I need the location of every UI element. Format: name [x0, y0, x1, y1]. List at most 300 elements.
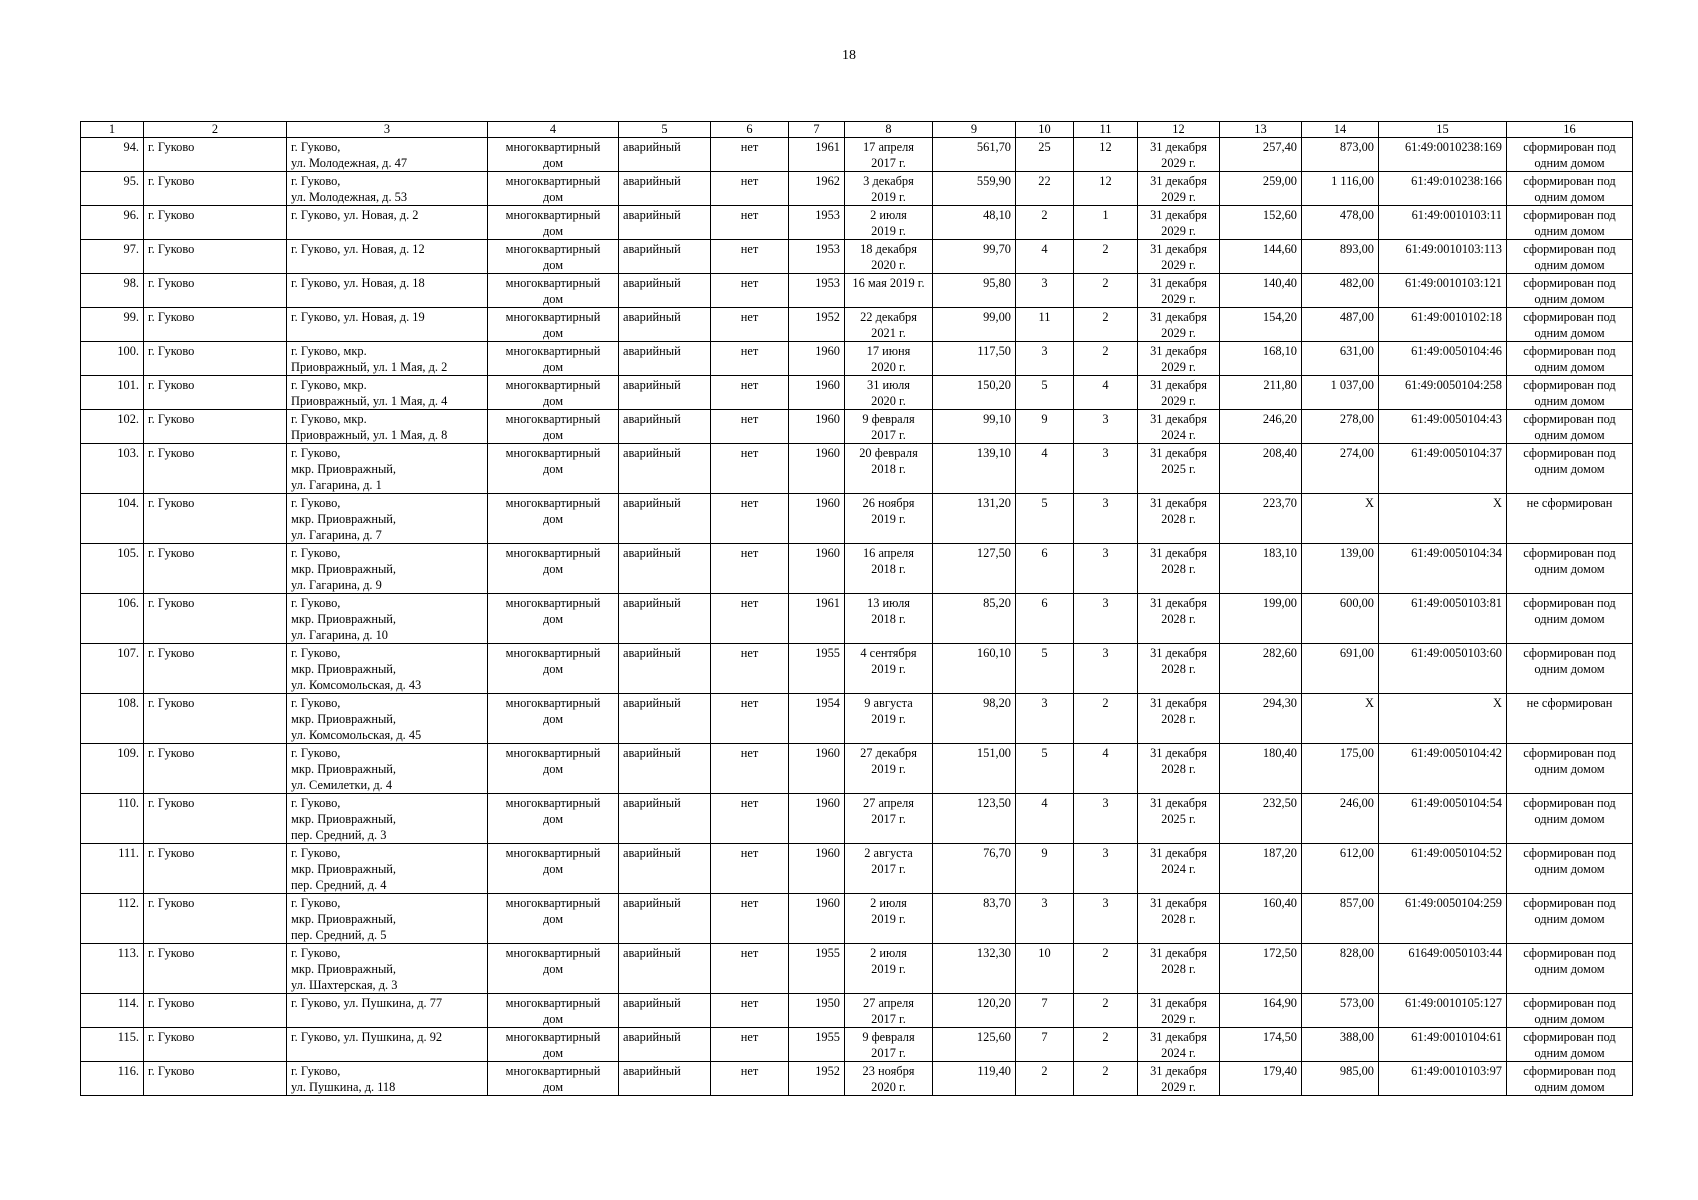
build-year-cell: 1960	[789, 342, 845, 376]
status-flag-cell: нет	[711, 694, 789, 744]
build-year-cell: 1960	[789, 410, 845, 444]
land-area-cell: 691,00	[1302, 644, 1379, 694]
address-cell: г. Гуково, мкр. Приовражный, пер. Средний, д. 5	[287, 894, 488, 944]
cadastral-number-cell: 61:49:0010104:61	[1379, 1028, 1507, 1062]
land-area-cell: Х	[1302, 494, 1379, 544]
area-cell: 123,50	[933, 794, 1016, 844]
page-number: 18	[842, 48, 856, 63]
house-type-cell: многоквартирный дом	[488, 1062, 619, 1096]
cadastral-number-cell: 61:49:0050104:43	[1379, 410, 1507, 444]
cadastral-number-cell: 61:49:0050103:81	[1379, 594, 1507, 644]
status-flag-cell: нет	[711, 274, 789, 308]
cadastral-number-cell: 61:49:0010238:169	[1379, 138, 1507, 172]
premises-cell: 2	[1074, 944, 1138, 994]
resettlement-deadline-cell: 31 декабря 2029 г.	[1138, 308, 1220, 342]
land-area-cell: 1 037,00	[1302, 376, 1379, 410]
residents-cell: 10	[1016, 944, 1074, 994]
status-flag-cell: нет	[711, 1062, 789, 1096]
cadastral-number-cell: 61:49:0050104:54	[1379, 794, 1507, 844]
land-status-cell: сформирован под одним домом	[1507, 410, 1633, 444]
land-area-cell: 573,00	[1302, 994, 1379, 1028]
resettlement-deadline-cell: 31 декабря 2028 г.	[1138, 494, 1220, 544]
resettlement-deadline-cell: 31 декабря 2028 г.	[1138, 894, 1220, 944]
area-cell: 99,10	[933, 410, 1016, 444]
house-type-cell: многоквартирный дом	[488, 694, 619, 744]
cadastral-number-cell: 61:49:0050104:37	[1379, 444, 1507, 494]
table-row	[81, 944, 1633, 994]
column-number-row	[81, 122, 1633, 138]
planned-area-cell: 199,00	[1220, 594, 1302, 644]
condition-cell: аварийный	[619, 172, 711, 206]
condition-cell: аварийный	[619, 410, 711, 444]
column-header: 7	[789, 122, 845, 138]
premises-cell: 2	[1074, 342, 1138, 376]
recognition-date-cell: 16 мая 2019 г.	[845, 274, 933, 308]
premises-cell: 3	[1074, 494, 1138, 544]
build-year-cell: 1960	[789, 444, 845, 494]
planned-area-cell: 294,30	[1220, 694, 1302, 744]
status-flag-cell: нет	[711, 410, 789, 444]
build-year-cell: 1953	[789, 240, 845, 274]
status-flag-cell: нет	[711, 172, 789, 206]
residents-cell: 22	[1016, 172, 1074, 206]
column-header: 3	[287, 122, 488, 138]
address-cell: г. Гуково, мкр. Приовражный, ул. Гагарина, д. 1	[287, 444, 488, 494]
land-area-cell: 487,00	[1302, 308, 1379, 342]
land-area-cell: Х	[1302, 694, 1379, 744]
planned-area-cell: 282,60	[1220, 644, 1302, 694]
planned-area-cell: 140,40	[1220, 274, 1302, 308]
column-header: 8	[845, 122, 933, 138]
land-status-cell: не сформирован	[1507, 494, 1633, 544]
land-status-cell: сформирован под одним домом	[1507, 994, 1633, 1028]
land-status-cell: сформирован под одним домом	[1507, 206, 1633, 240]
resettlement-deadline-cell: 31 декабря 2029 г.	[1138, 138, 1220, 172]
recognition-date-cell: 27 апреля 2017 г.	[845, 994, 933, 1028]
column-header: 16	[1507, 122, 1633, 138]
address-cell: г. Гуково, мкр. Приовражный, ул. Гагарина, д. 10	[287, 594, 488, 644]
land-area-cell: 478,00	[1302, 206, 1379, 240]
table-row	[81, 240, 1633, 274]
area-cell: 151,00	[933, 744, 1016, 794]
build-year-cell: 1952	[789, 1062, 845, 1096]
house-type-cell: многоквартирный дом	[488, 944, 619, 994]
area-cell: 85,20	[933, 594, 1016, 644]
planned-area-cell: 154,20	[1220, 308, 1302, 342]
land-status-cell: сформирован под одним домом	[1507, 744, 1633, 794]
resettlement-deadline-cell: 31 декабря 2028 г.	[1138, 544, 1220, 594]
build-year-cell: 1960	[789, 376, 845, 410]
address-cell: г. Гуково, мкр. Приовражный, ул. Комсомольская, д. 43	[287, 644, 488, 694]
premises-cell: 2	[1074, 274, 1138, 308]
table-row	[81, 308, 1633, 342]
build-year-cell: 1955	[789, 1028, 845, 1062]
house-type-cell: многоквартирный дом	[488, 894, 619, 944]
land-status-cell: сформирован под одним домом	[1507, 844, 1633, 894]
build-year-cell: 1950	[789, 994, 845, 1028]
premises-cell: 2	[1074, 1062, 1138, 1096]
table-row	[81, 376, 1633, 410]
cadastral-number-cell: Х	[1379, 494, 1507, 544]
premises-cell: 3	[1074, 594, 1138, 644]
address-cell: г. Гуково, мкр. Приовражный, ул. 1 Мая, д. 2	[287, 342, 488, 376]
municipality-cell: г. Гуково	[144, 744, 287, 794]
municipality-cell: г. Гуково	[144, 794, 287, 844]
address-cell: г. Гуково, ул. Пушкина, д. 92	[287, 1028, 488, 1062]
cadastral-number-cell: 61:49:0010103:97	[1379, 1062, 1507, 1096]
house-type-cell: многоквартирный дом	[488, 274, 619, 308]
land-status-cell: сформирован под одним домом	[1507, 308, 1633, 342]
land-status-cell: сформирован под одним домом	[1507, 644, 1633, 694]
column-header: 6	[711, 122, 789, 138]
recognition-date-cell: 9 февраля 2017 г.	[845, 410, 933, 444]
row-number-cell: 116.	[81, 1062, 144, 1096]
table-body	[81, 138, 1633, 1096]
cadastral-number-cell: 61:49:0050104:258	[1379, 376, 1507, 410]
land-area-cell: 828,00	[1302, 944, 1379, 994]
municipality-cell: г. Гуково	[144, 694, 287, 744]
recognition-date-cell: 26 ноября 2019 г.	[845, 494, 933, 544]
condition-cell: аварийный	[619, 444, 711, 494]
planned-area-cell: 164,90	[1220, 994, 1302, 1028]
premises-cell: 3	[1074, 410, 1138, 444]
condition-cell: аварийный	[619, 694, 711, 744]
status-flag-cell: нет	[711, 894, 789, 944]
planned-area-cell: 180,40	[1220, 744, 1302, 794]
table-row	[81, 694, 1633, 744]
house-type-cell: многоквартирный дом	[488, 494, 619, 544]
residents-cell: 9	[1016, 844, 1074, 894]
area-cell: 561,70	[933, 138, 1016, 172]
municipality-cell: г. Гуково	[144, 444, 287, 494]
municipality-cell: г. Гуково	[144, 994, 287, 1028]
resettlement-deadline-cell: 31 декабря 2028 г.	[1138, 594, 1220, 644]
area-cell: 83,70	[933, 894, 1016, 944]
premises-cell: 2	[1074, 994, 1138, 1028]
address-cell: г. Гуково, ул. Пушкина, д. 77	[287, 994, 488, 1028]
land-area-cell: 139,00	[1302, 544, 1379, 594]
build-year-cell: 1960	[789, 544, 845, 594]
area-cell: 131,20	[933, 494, 1016, 544]
build-year-cell: 1953	[789, 206, 845, 240]
row-number-cell: 111.	[81, 844, 144, 894]
row-number-cell: 102.	[81, 410, 144, 444]
table-row	[81, 274, 1633, 308]
table-row	[81, 894, 1633, 944]
recognition-date-cell: 3 декабря 2019 г.	[845, 172, 933, 206]
house-type-cell: многоквартирный дом	[488, 794, 619, 844]
table-row	[81, 644, 1633, 694]
premises-cell: 3	[1074, 794, 1138, 844]
land-status-cell: сформирован под одним домом	[1507, 274, 1633, 308]
land-status-cell: сформирован под одним домом	[1507, 342, 1633, 376]
municipality-cell: г. Гуково	[144, 944, 287, 994]
cadastral-number-cell: 61:49:0050104:34	[1379, 544, 1507, 594]
condition-cell: аварийный	[619, 1062, 711, 1096]
land-area-cell: 246,00	[1302, 794, 1379, 844]
row-number-cell: 112.	[81, 894, 144, 944]
cadastral-number-cell: 61:49:0010102:18	[1379, 308, 1507, 342]
row-number-cell: 108.	[81, 694, 144, 744]
status-flag-cell: нет	[711, 794, 789, 844]
row-number-cell: 110.	[81, 794, 144, 844]
house-type-cell: многоквартирный дом	[488, 994, 619, 1028]
address-cell: г. Гуково, мкр. Приовражный, ул. 1 Мая, д. 4	[287, 376, 488, 410]
land-area-cell: 278,00	[1302, 410, 1379, 444]
resettlement-deadline-cell: 31 декабря 2028 г.	[1138, 694, 1220, 744]
municipality-cell: г. Гуково	[144, 894, 287, 944]
residents-cell: 4	[1016, 444, 1074, 494]
address-cell: г. Гуково, ул. Новая, д. 19	[287, 308, 488, 342]
house-type-cell: многоквартирный дом	[488, 308, 619, 342]
planned-area-cell: 259,00	[1220, 172, 1302, 206]
resettlement-deadline-cell: 31 декабря 2025 г.	[1138, 794, 1220, 844]
row-number-cell: 101.	[81, 376, 144, 410]
resettlement-deadline-cell: 31 декабря 2029 г.	[1138, 172, 1220, 206]
status-flag-cell: нет	[711, 1028, 789, 1062]
house-type-cell: многоквартирный дом	[488, 376, 619, 410]
address-cell: г. Гуково, мкр. Приовражный, пер. Средний, д. 4	[287, 844, 488, 894]
cadastral-number-cell: 61:49:0050103:60	[1379, 644, 1507, 694]
status-flag-cell: нет	[711, 206, 789, 240]
column-header: 15	[1379, 122, 1507, 138]
land-area-cell: 985,00	[1302, 1062, 1379, 1096]
municipality-cell: г. Гуково	[144, 308, 287, 342]
resettlement-deadline-cell: 31 декабря 2028 г.	[1138, 744, 1220, 794]
house-type-cell: многоквартирный дом	[488, 744, 619, 794]
condition-cell: аварийный	[619, 1028, 711, 1062]
land-area-cell: 274,00	[1302, 444, 1379, 494]
recognition-date-cell: 13 июля 2018 г.	[845, 594, 933, 644]
land-area-cell: 893,00	[1302, 240, 1379, 274]
condition-cell: аварийный	[619, 494, 711, 544]
municipality-cell: г. Гуково	[144, 138, 287, 172]
cadastral-number-cell: 61:49:0050104:46	[1379, 342, 1507, 376]
status-flag-cell: нет	[711, 308, 789, 342]
recognition-date-cell: 22 декабря 2021 г.	[845, 308, 933, 342]
land-status-cell: сформирован под одним домом	[1507, 172, 1633, 206]
municipality-cell: г. Гуково	[144, 1028, 287, 1062]
status-flag-cell: нет	[711, 994, 789, 1028]
column-header: 13	[1220, 122, 1302, 138]
condition-cell: аварийный	[619, 342, 711, 376]
address-cell: г. Гуково, мкр. Приовражный, ул. 1 Мая, д. 8	[287, 410, 488, 444]
table-row	[81, 594, 1633, 644]
condition-cell: аварийный	[619, 206, 711, 240]
area-cell: 76,70	[933, 844, 1016, 894]
condition-cell: аварийный	[619, 594, 711, 644]
resettlement-deadline-cell: 31 декабря 2024 г.	[1138, 1028, 1220, 1062]
address-cell: г. Гуково, ул. Молодежная, д. 53	[287, 172, 488, 206]
row-number-cell: 106.	[81, 594, 144, 644]
premises-cell: 2	[1074, 240, 1138, 274]
row-number-cell: 96.	[81, 206, 144, 240]
status-flag-cell: нет	[711, 444, 789, 494]
house-type-cell: многоквартирный дом	[488, 644, 619, 694]
condition-cell: аварийный	[619, 544, 711, 594]
resettlement-deadline-cell: 31 декабря 2024 г.	[1138, 844, 1220, 894]
recognition-date-cell: 2 июля 2019 г.	[845, 206, 933, 240]
build-year-cell: 1960	[789, 844, 845, 894]
row-number-cell: 103.	[81, 444, 144, 494]
residents-cell: 4	[1016, 794, 1074, 844]
condition-cell: аварийный	[619, 240, 711, 274]
table-row	[81, 138, 1633, 172]
residents-cell: 25	[1016, 138, 1074, 172]
status-flag-cell: нет	[711, 544, 789, 594]
land-area-cell: 388,00	[1302, 1028, 1379, 1062]
area-cell: 48,10	[933, 206, 1016, 240]
table-row	[81, 410, 1633, 444]
area-cell: 127,50	[933, 544, 1016, 594]
address-cell: г. Гуково, ул. Новая, д. 18	[287, 274, 488, 308]
municipality-cell: г. Гуково	[144, 376, 287, 410]
municipality-cell: г. Гуково	[144, 644, 287, 694]
address-cell: г. Гуково, ул. Пушкина, д. 118	[287, 1062, 488, 1096]
municipality-cell: г. Гуково	[144, 240, 287, 274]
row-number-cell: 113.	[81, 944, 144, 994]
recognition-date-cell: 20 февраля 2018 г.	[845, 444, 933, 494]
column-header: 4	[488, 122, 619, 138]
column-header: 9	[933, 122, 1016, 138]
address-cell: г. Гуково, мкр. Приовражный, ул. Шахтерская, д. 3	[287, 944, 488, 994]
address-cell: г. Гуково, мкр. Приовражный, ул. Семилетки, д. 4	[287, 744, 488, 794]
house-type-cell: многоквартирный дом	[488, 342, 619, 376]
cadastral-number-cell: Х	[1379, 694, 1507, 744]
recognition-date-cell: 2 июля 2019 г.	[845, 894, 933, 944]
column-header: 2	[144, 122, 287, 138]
municipality-cell: г. Гуково	[144, 172, 287, 206]
status-flag-cell: нет	[711, 744, 789, 794]
condition-cell: аварийный	[619, 376, 711, 410]
residents-cell: 5	[1016, 744, 1074, 794]
planned-area-cell: 246,20	[1220, 410, 1302, 444]
planned-area-cell: 179,40	[1220, 1062, 1302, 1096]
house-type-cell: многоквартирный дом	[488, 172, 619, 206]
row-number-cell: 104.	[81, 494, 144, 544]
premises-cell: 4	[1074, 376, 1138, 410]
planned-area-cell: 168,10	[1220, 342, 1302, 376]
municipality-cell: г. Гуково	[144, 342, 287, 376]
premises-cell: 3	[1074, 894, 1138, 944]
planned-area-cell: 183,10	[1220, 544, 1302, 594]
area-cell: 132,30	[933, 944, 1016, 994]
row-number-cell: 107.	[81, 644, 144, 694]
premises-cell: 1	[1074, 206, 1138, 240]
residents-cell: 2	[1016, 206, 1074, 240]
status-flag-cell: нет	[711, 494, 789, 544]
table-row	[81, 342, 1633, 376]
row-number-cell: 115.	[81, 1028, 144, 1062]
status-flag-cell: нет	[711, 138, 789, 172]
table-row	[81, 1062, 1633, 1096]
house-type-cell: многоквартирный дом	[488, 206, 619, 240]
residents-cell: 3	[1016, 894, 1074, 944]
table-row	[81, 1028, 1633, 1062]
house-type-cell: многоквартирный дом	[488, 544, 619, 594]
cadastral-number-cell: 61649:0050103:44	[1379, 944, 1507, 994]
resettlement-deadline-cell: 31 декабря 2029 г.	[1138, 206, 1220, 240]
house-type-cell: многоквартирный дом	[488, 844, 619, 894]
premises-cell: 2	[1074, 308, 1138, 342]
residents-cell: 6	[1016, 594, 1074, 644]
build-year-cell: 1961	[789, 138, 845, 172]
municipality-cell: г. Гуково	[144, 494, 287, 544]
land-area-cell: 612,00	[1302, 844, 1379, 894]
land-status-cell: сформирован под одним домом	[1507, 1028, 1633, 1062]
build-year-cell: 1960	[789, 794, 845, 844]
area-cell: 559,90	[933, 172, 1016, 206]
premises-cell: 2	[1074, 694, 1138, 744]
municipality-cell: г. Гуково	[144, 274, 287, 308]
residents-cell: 5	[1016, 494, 1074, 544]
cadastral-number-cell: 61:49:010238:166	[1379, 172, 1507, 206]
column-header: 11	[1074, 122, 1138, 138]
row-number-cell: 114.	[81, 994, 144, 1028]
column-header: 14	[1302, 122, 1379, 138]
resettlement-deadline-cell: 31 декабря 2028 г.	[1138, 944, 1220, 994]
municipality-cell: г. Гуково	[144, 410, 287, 444]
municipality-cell: г. Гуково	[144, 206, 287, 240]
resettlement-deadline-cell: 31 декабря 2025 г.	[1138, 444, 1220, 494]
recognition-date-cell: 31 июля 2020 г.	[845, 376, 933, 410]
address-cell: г. Гуково, ул. Новая, д. 2	[287, 206, 488, 240]
build-year-cell: 1962	[789, 172, 845, 206]
recognition-date-cell: 27 декабря 2019 г.	[845, 744, 933, 794]
table-row	[81, 494, 1633, 544]
table-row	[81, 544, 1633, 594]
address-cell: г. Гуково, ул. Молодежная, д. 47	[287, 138, 488, 172]
build-year-cell: 1955	[789, 644, 845, 694]
build-year-cell: 1960	[789, 894, 845, 944]
cadastral-number-cell: 61:49:0010103:11	[1379, 206, 1507, 240]
address-cell: г. Гуково, ул. Новая, д. 12	[287, 240, 488, 274]
resettlement-deadline-cell: 31 декабря 2029 г.	[1138, 342, 1220, 376]
row-number-cell: 99.	[81, 308, 144, 342]
status-flag-cell: нет	[711, 376, 789, 410]
planned-area-cell: 223,70	[1220, 494, 1302, 544]
house-type-cell: многоквартирный дом	[488, 240, 619, 274]
condition-cell: аварийный	[619, 944, 711, 994]
land-area-cell: 873,00	[1302, 138, 1379, 172]
residents-cell: 3	[1016, 694, 1074, 744]
condition-cell: аварийный	[619, 644, 711, 694]
land-status-cell: сформирован под одним домом	[1507, 1062, 1633, 1096]
row-number-cell: 105.	[81, 544, 144, 594]
premises-cell: 3	[1074, 644, 1138, 694]
land-status-cell: сформирован под одним домом	[1507, 444, 1633, 494]
condition-cell: аварийный	[619, 794, 711, 844]
column-header: 5	[619, 122, 711, 138]
residents-cell: 6	[1016, 544, 1074, 594]
status-flag-cell: нет	[711, 594, 789, 644]
area-cell: 95,80	[933, 274, 1016, 308]
land-status-cell: не сформирован	[1507, 694, 1633, 744]
build-year-cell: 1952	[789, 308, 845, 342]
planned-area-cell: 174,50	[1220, 1028, 1302, 1062]
area-cell: 119,40	[933, 1062, 1016, 1096]
premises-cell: 3	[1074, 844, 1138, 894]
premises-cell: 2	[1074, 1028, 1138, 1062]
area-cell: 125,60	[933, 1028, 1016, 1062]
area-cell: 98,20	[933, 694, 1016, 744]
build-year-cell: 1954	[789, 694, 845, 744]
planned-area-cell: 160,40	[1220, 894, 1302, 944]
land-status-cell: сформирован под одним домом	[1507, 894, 1633, 944]
residents-cell: 5	[1016, 376, 1074, 410]
residents-cell: 3	[1016, 274, 1074, 308]
land-area-cell: 631,00	[1302, 342, 1379, 376]
